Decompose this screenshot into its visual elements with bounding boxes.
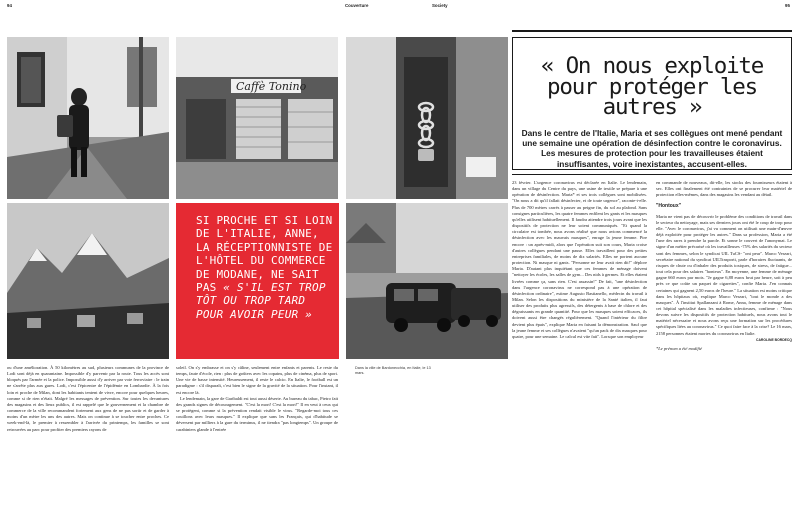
paragraph: ou d'une amélioration. À 50 kilomètres au sud, plusieurs communes de la province de Lodi sont déjà en quarantaine. Impossible d'y parvenir par la route. Tous les accès sont bloqués par l'armée et la police. Impossible aussi d'y arriver par voie ferroviaire : le train ne s'arrête plus aux gares. Lodi, c'est l'épicentre de l'épidémie en Lombardie. À la fois loin et proche de Milan, dont les habitants tentent de vivre, encore pour quelques heures, comme si de rien n'était. Malgré les messages de prévention. Sur toutes les devantures des magasins et des lieux publics, il est rappelé que le gouvernement et la chambre de commerce de la ville recommandent fortement aux gens de ne pas sortir et de garder à moins d'un mètre les uns des autres. Mais on continue à se toucher entre proches. Ce week-end-là, le premier à ressembler à l'arrivée du printemps, les familles se sont retrouvées au parc pour profiter des premiers rayons de [7,365,169,432]
paragraph: 23 février. L'urgence coronavirus est déclarée en Italie. Le lendemain, dans un village du Centre du pays, une usine de textile se prépare à une opération de désinfection. Maria* et ses trois collègues sont mobilisées. "On nous a dit qu'il fallait désinfecter, et de toute urgence", raconte-t-elle. Plus de 700 mètres carrés à passer au peigne fin, du sol au plafond. Sans consignes particulières, les quatre femmes enfilent les gants et les masques qu'elles utilisent habituellement. Il faudra attendre trois jours avant que les dispositifs de protection ne leur soient communiqués. "Et quand la circulaire est tombée, nous avons réalisé que nous avions commencé la désinfection avec les mauvais masques", enrage la jeune femme. Pire encore : un après-midi, alors que l'opération suit son cours, Maria croise d'autres collègues pendant une pause. Elles travaillent pour des petites entreprises familiales, de moins de dix salariés. Elles ne portent aucune protection. Ni masque ni gants. "Personne ne leur avait rien dit!" déplore Maria. D'autant plus inquiétant que ces femmes de ménage doivent "nettoyer les écoles, les salles de gym... Des nids à germes. Et elles étaient livrées comme ça, sans rien. C'est assassin!" De fait, "une désinfection dans l'urgence coronavirus ne correspond pas à une opération de désinfection ordinaire", estime Augusto Bastianello, médecin du travail à Milan. Selon les dispositions du ministère de la Santé italien, il faut utiliser des produits plus agressifs, des détergents à base de chlore et des dégraissants en grande quantité. Pour que les masques soient efficaces, ils doivent aussi être changés régulièrement. "Quand l'intérieur du filtre devient plus épais", explique Maria en faisant la démonstration. Sauf que la jeune femme et ses collègues n'avaient "qu'un pack de dix masques pour quatre, pour une semaine. Le calcul est vite fait". Lorsque son employeur [512,180,647,339]
signature-line [656,337,792,343]
title-top-rule [512,30,792,32]
article-col-mid [176,365,338,433]
pull-quote-text: SI PROCHE ET SI LOIN DE L'ITALIE, ANNE, LA RÉCEPTIONNISTE DE L'HÔTEL DU COMMERCE DE MODANE, NE SAIT PAS [196,214,333,295]
signature: CAROLINE BORDECQ [756,337,792,342]
page-number-left: 94 [7,3,12,8]
article-title: « On nous exploite pour protéger les autres » [540,53,764,120]
photo-mountains [7,203,169,359]
page-number-right: 95 [785,3,790,8]
subhead: "Hontoux" [656,203,682,210]
article-col-right-b [656,180,792,352]
footnote: *Le prénom a été modifié [656,345,702,351]
article-col-left [7,365,169,433]
rubric-label: Society [432,3,448,8]
article-col-right-a [512,180,647,340]
pull-quote [196,214,339,321]
photo-closed-cafe [176,37,338,199]
photo-man-walking-image [7,37,169,199]
paragraph: Le lendemain, la gare de Garibaldi est tout aussi déserte. Au bureau du tabac, Pietro fait des grands signes de découragement. "C'est la mort! C'est la mort!" Il en veut à ceux qui se protègent, comme si la prévention rendait visible le virus. "Regarde-moi tous ces couillons avec leurs masques." Il explique que sans les Français, qui d'habitude se déversent par milliers à la gare du terminus, il ne tiendra "pas longtemps". Un groupe de carabiniers glande à l'entrée [176,395,338,432]
article-lead: Dans le centre de l'Italie, Maria et ses collègues ont mené pendant une semaine une opération de désinfection contre le coronavirus. Les mesures de protection pour les travailleuses étaient insuffisantes, voire inexistantes, accusent-elles. [521,128,783,169]
photo-closed-cafe-image [176,37,338,199]
lead-separator [512,174,792,175]
paragraph: soleil. On s'y embrasse et on s'y câline, seulement entre enfants et parents. Le reste du temps, faute d'école, rien : plus de goûters avec les copains, plus de cinéma, plus de sport. Une vie de basse intensité. Heureusement, il reste le calcio. En Italie, le football est un paradigme : s'il disparaît, c'est bien le signe de la gravité de la situation. Pour l'instant, il est encore là. [176,365,338,395]
section-label: Couverture [345,3,369,8]
photo-mountains-image [7,203,169,359]
photo-man-walking [7,37,169,199]
paragraph: Maria ne vient pas de découvrir le problème des conditions de travail dans le secteur du nettoyage, mais ses derniers jours ont été le coup de trop pour elle. "Avec le coronavirus, j'ai vu comment on utilisait une main-d'œuvre déjà exploitée pour protéger les autres." Dans sa profession, Maria a été l'une des rares à prendre la parole. Et sonne le couvert de l'anonymat. Le signe d'un métier précarisé où les travailleuses -75% des salariés du secteur sont des femmes, selon le syndicat UIL TuCS- "ont peur". Marco Verzari, secrétaire national du syndicat UILTrasporti, parle d'horaires fluctuants, de risques de chute ou d'inhaler des produits toxiques, de stress, de fatigue... tout cela pour des salaires "honteux". En moyenne, une femme de ménage gagne 660 euros par mois. "Je gagne 6,88 euros brut par heure, soit à peu près ce que coûte un paquet de cigarettes", confie Maria. J'en connais certaines qui gagnent 2,50 euros de l'heure." La situation est moins critique dans les hôpitaux où, explique Marco Verzari, "tout le monde a des masques". À l'institut Spallanzani à Rome, Anna, femme de ménage dans cet hôpital spécialisé dans les maladies infectieuses, confirme : "Nous devons suivre les dispositifs de protection habituels, nous avons tout le matériel nécessaire et nous avons reçu une formation sur les procédures spécifiques liées au coronavirus." Ce quoi faire face à la crise? Le 16 mars, 2158 personnes étaient mortes du coronavirus en Italie. [656,213,792,336]
photo-caption: Dans la ville de Bardonecchia, en Italie, le 13 mars. [355,366,431,375]
svg-text:Caffè Tonino: Caffè Tonino [236,80,307,93]
pull-quote-citation: « S'IL EST TROP TÔT OU TROP TARD POUR AVOIR PEUR » [196,281,326,321]
photo-chained-door-image [346,37,508,199]
photo-chained-door [346,37,508,199]
paragraph: en commande de nouveaux, dit-elle, les stocks des fournisseurs étaient à sec. Elles ont finalement été contraintes de se procurer leur matériel de protection elles-mêmes, dans des magasins les vendant au détail. [656,180,792,198]
photo-vans-street [346,203,508,359]
photo-vans-street-image [346,203,508,359]
